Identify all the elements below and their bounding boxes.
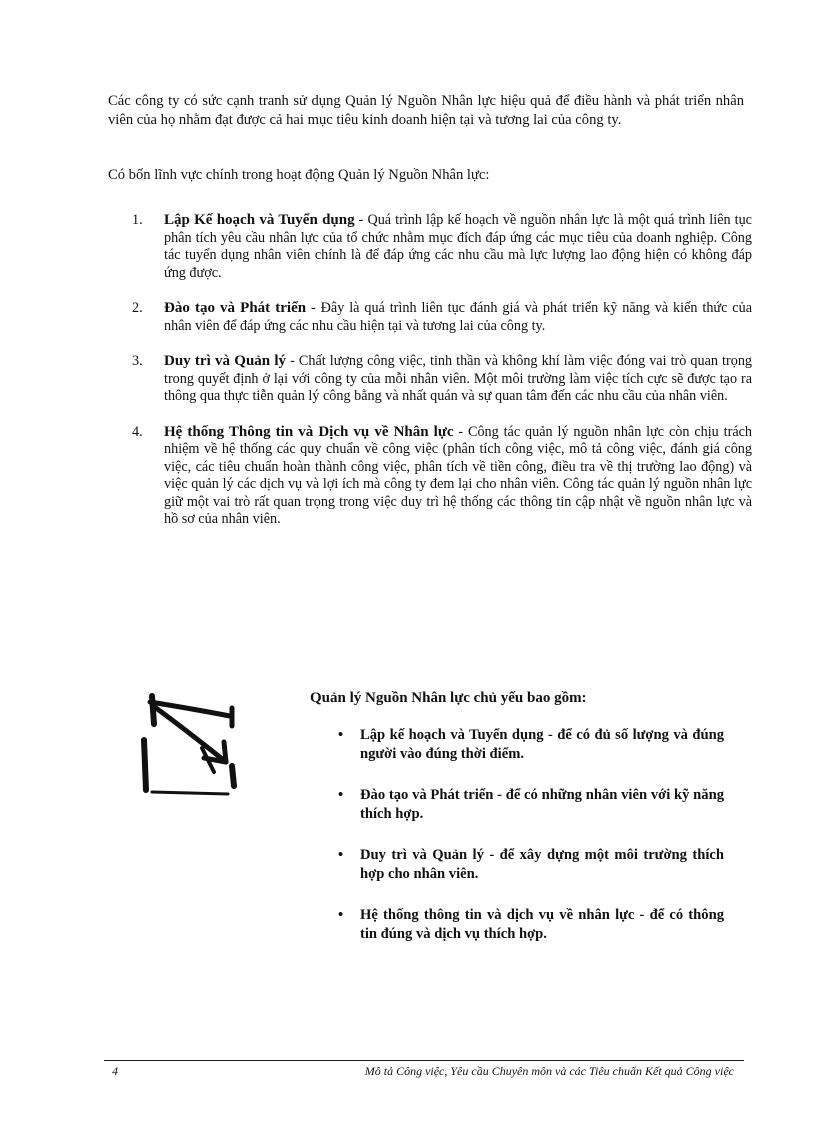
bullet-dot-icon: • [338, 907, 344, 923]
list-item-summary-2 [332, 786, 724, 824]
area-title: Duy trì và Quản lý [164, 353, 287, 369]
bullet-dot-icon: • [338, 847, 344, 863]
list-item-area-1 [132, 212, 752, 282]
list-number: 3. [132, 353, 143, 369]
page-number: 4 [112, 1064, 118, 1078]
intro-paragraph: Các công ty có sức cạnh tranh sử dụng Quản lý Nguồn Nhân lực hiệu quả để điều hành và phát triển nhân viên của họ nhằm đạt được cả hai mục tiêu kinh doanh hiện tại và tương lai của công ty. [108, 93, 744, 128]
area-title: Lập Kế hoạch và Tuyển dụng [164, 212, 355, 228]
area-text: - Chất lượng công việc, tinh thần và không khí làm việc đóng vai trò quan trọng trong quyết định ở lại với công ty của mỗi nhân viên. Một môi trường làm việc tích cực sẽ được tạo ra thông qua thực tiễn quản lý công bằng và nhất quán và sự quan tâm đến các nhu cầu của nhân viên. [164, 353, 753, 404]
hr-arrows-logo-icon [138, 686, 250, 798]
list-item-summary-3 [332, 846, 724, 884]
area-text: - Công tác quản lý nguồn nhân lực còn chịu trách nhiệm về hệ thống các quy chuẩn về công việc (phân tích công việc, mô tả công việc, đánh giá công việc, các tiêu chuẩn hoàn thành công việc, phân tích về tiền công, điều tra về thị trường lao động) và việc quản lý các dịch vụ và lợi ích mà công ty đem lại cho nhân viên. Công tác quản lý nguồn nhân lực giữ một vai trò rất quan trọng trong việc duy trì hệ thống các thông tin cập nhật về nguồn nhân lực và hồ sơ của nhân viên. [164, 423, 753, 527]
list-item-summary-1 [332, 726, 724, 764]
bullet-dot-icon: • [338, 727, 344, 743]
footer-divider [104, 1060, 744, 1061]
list-item-area-4 [132, 424, 752, 529]
area-text: - Đây là quá trình liên tục đánh giá và phát triển kỹ năng và kiến thức của nhân viên để đáp ứng các nhu cầu hiện tại và tương lai của công ty. [164, 300, 752, 334]
areas-list [132, 212, 752, 547]
summary-title: Quản lý Nguồn Nhân lực chủ yếu bao gồm: [310, 690, 587, 706]
list-item-area-2 [132, 300, 752, 335]
list-item-area-3 [132, 353, 752, 406]
bullet-dot-icon: • [338, 787, 344, 803]
summary-bullet-text: Lập kế hoạch và Tuyển dụng - để có đủ số lượng và đúng người vào đúng thời điểm. [360, 727, 724, 762]
list-number: 2. [132, 300, 143, 316]
areas-intro: Có bốn lĩnh vực chính trong hoạt động Quản lý Nguồn Nhân lực: [108, 167, 490, 183]
summary-bullet-text: Duy trì và Quản lý - để xây dựng một môi trường thích hợp cho nhân viên. [360, 847, 724, 882]
list-number: 1. [132, 212, 143, 228]
area-title: Đào tạo và Phát triển [164, 300, 307, 316]
list-item-summary-4 [332, 906, 724, 944]
summary-bullet-text: Đào tạo và Phát triển - để có những nhân viên với kỹ năng thích hợp. [360, 787, 724, 822]
list-number: 4. [132, 423, 143, 440]
area-text: - Quá trình lập kế hoạch về nguồn nhân lực là một quá trình liên tục phân tích yêu cầu nhân lực của tổ chức nhằm mục đích đáp ứng các mục tiêu của doanh nghiệp. Công tác tuyển dụng nhân viên chính là để đáp ứng các nhu cầu mà lực lượng lao động hiện có không đáp ứng được. [164, 212, 752, 281]
area-title: Hệ thống Thông tin và Dịch vụ về Nhân lực [164, 423, 454, 440]
footer-document-title: Mô tả Công việc, Yêu cầu Chuyên môn và các Tiêu chuẩn Kết quả Công việc [364, 1064, 734, 1078]
summary-bullets [332, 726, 724, 966]
summary-bullet-text: Hệ thống thông tin và dịch vụ về nhân lực - để có thông tin đúng và dịch vụ thích hợp. [360, 907, 724, 942]
